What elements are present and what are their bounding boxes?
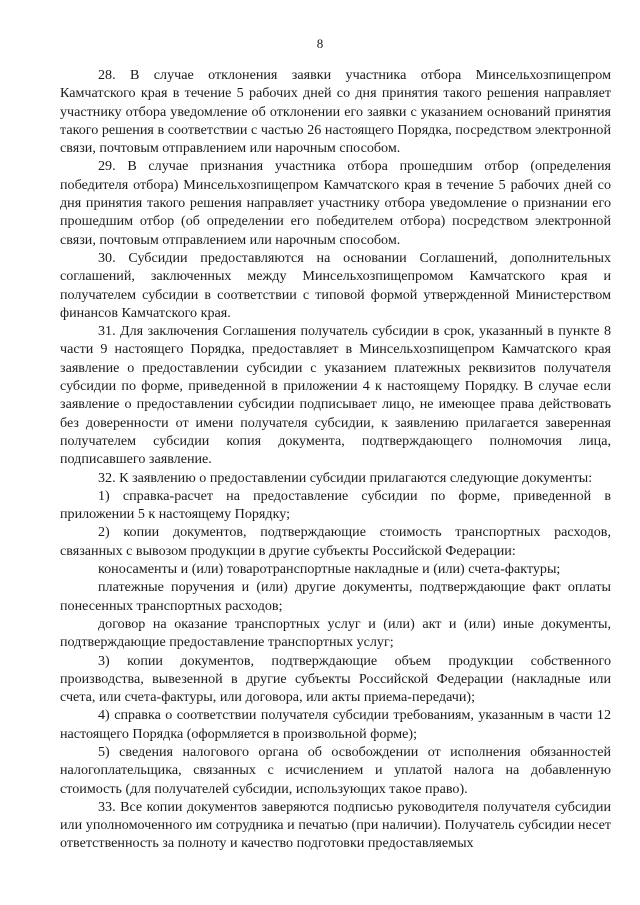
paragraph-29: 29. В случае признания участника отбора прошедшим отбор (определения победителя отбора) Минсельхозпищепром Камчатского края в течение 5 рабочих дней со дня принятия такого решения направляет участнику отбора уведомление о признании его прошедшим отбор (об определении его победителем отбора) посредством электронной связи, почтовым отправлением или нарочным способом. bbox=[60, 158, 611, 248]
list-item-2-contract: договор на оказание транспортных услуг и (или) акт и (или) иные документы, подтверждающие предоставление транспортных услуг; bbox=[60, 615, 611, 651]
list-item-2-bills: коносаменты и (или) товаротранспортные накладные и (или) счета-фактуры; bbox=[98, 561, 561, 578]
list-item-2: 2) копии документов, подтверждающие стоимость транспортных расходов, связанных с вывозом продукции в другие субъекты Российской Федерации: bbox=[60, 524, 611, 559]
paragraph-28: 28. В случае отклонения заявки участника отбора Минсельхозпищепром Камчатского края в течение 5 рабочих дней со дня принятия такого решения направляет участнику отбора уведомление об отклонении его заявки с указанием оснований принятия такого решения в соответствии с частью 26 настоящего Порядка, посредством электронной связи, почтовым отправлением или нарочным способом. bbox=[60, 67, 611, 157]
paragraph-30: 30. Субсидии предоставляются на основании Соглашений, дополнительных соглашений, заключенных между Минсельхозпищепромом Камчатского края и получателем субсидии в соответствии с типовой формой утвержденной Министерством финансов Камчатского края. bbox=[60, 249, 611, 321]
list-item-5: 5) сведения налогового органа об освобождении от исполнения обязанностей налогоплательщика, связанных с исчислением и уплатой налога на добавленную стоимость (для получателей субсидии, использующих такое право). bbox=[60, 743, 611, 797]
paragraph-31: 31. Для заключения Соглашения получатель субсидии в срок, указанный в пункте 8 части 9 настоящего Порядка, предоставляет в Минсельхозпищепром Камчатского края заявление о предоставлении субсидии с указанием платежных реквизитов получателя субсидии по форме, приведенной в приложении 4 к настоящему Порядку. В случае если заявление о предоставлении субсидии подписывает лицо, не имеющее права действовать без доверенности от имени получателя субсидии, к заявлению прилагается заверенная получателем субсидии копия документа, подтверждающего полномочия лица, подписавшего заявление. bbox=[60, 323, 611, 468]
list-item-4: 4) справка о соответствии получателя субсидии требованиям, указанным в части 12 настоящего Порядка (оформляется в произвольной форме); bbox=[60, 707, 611, 742]
list-item-3: 3) копии документов, подтверждающие объем продукции собственного производства, вывезенной в другие субъекты Российской Федерации (накладные или счета, или счета-фактуры, или договора, или акты приема-передачи); bbox=[60, 652, 611, 706]
list-item-2-payments: платежные поручения и (или) другие документы, подтверждающие факт оплаты понесенных транспортных расходов; bbox=[60, 579, 611, 614]
page-number: 8 bbox=[316, 36, 324, 51]
paragraph-32: 32. К заявлению о предоставлении субсидии прилагаются следующие документы: bbox=[98, 469, 593, 486]
paragraph-33: 33. Все копии документов заверяются подписью руководителя получателя субсидии или уполномоченного им сотрудника и печатью (при наличии). Получатель субсидии несет ответственность за полноту и качество подготовки предоставляемых bbox=[60, 798, 611, 852]
list-item-1: 1) справка-расчет на предоставление субсидии по форме, приведенной в приложении 5 к настоящему Порядку; bbox=[60, 487, 611, 523]
document-body bbox=[60, 66, 611, 853]
